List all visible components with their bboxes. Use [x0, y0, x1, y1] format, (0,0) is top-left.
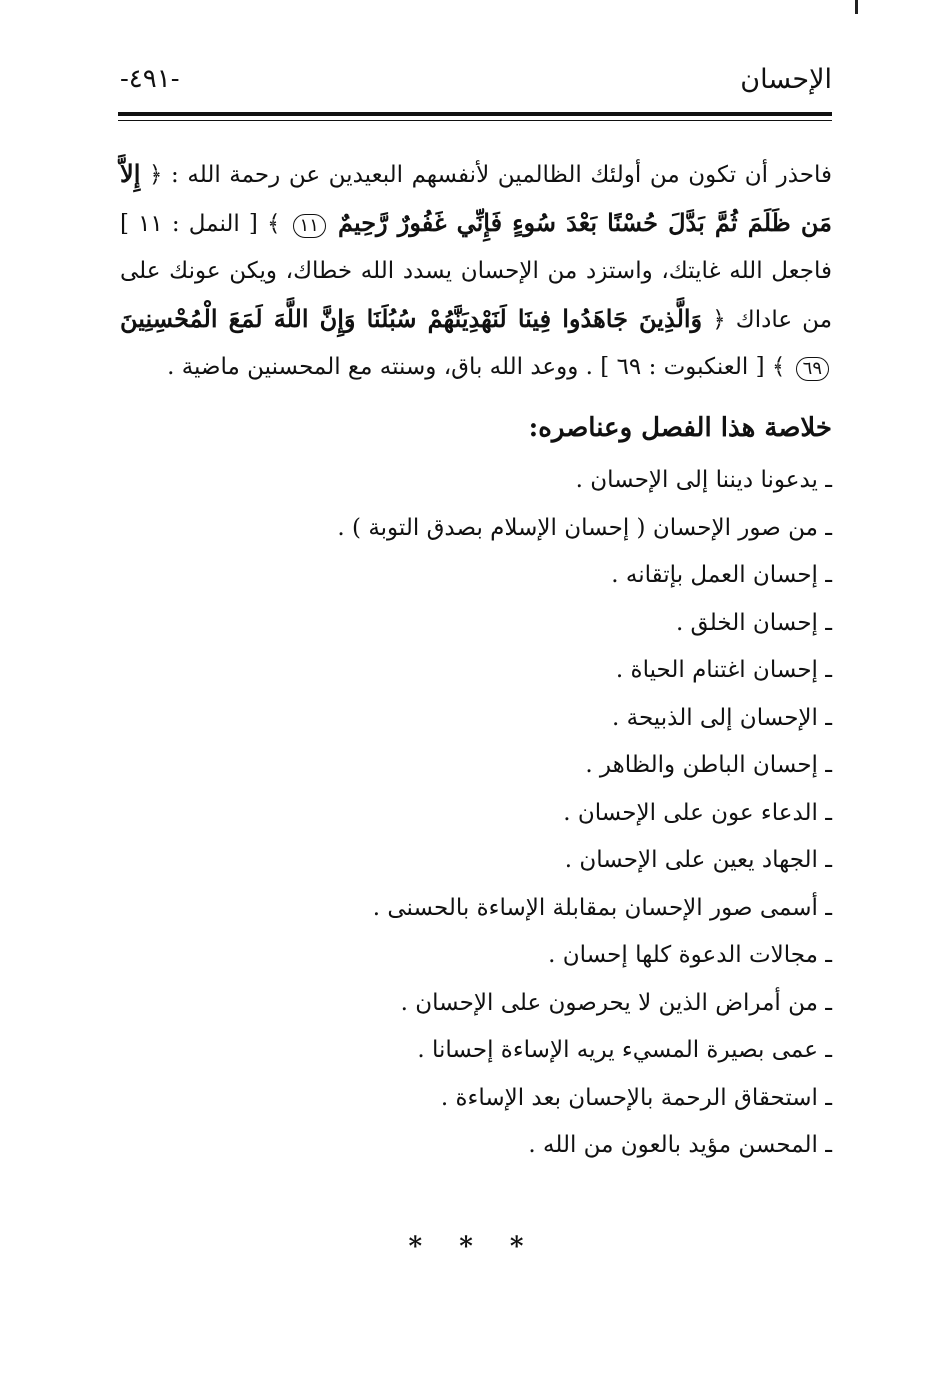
intro-text-2: فاجعل الله غايتك، واستزد من الإحسان يسدد الله خطاك، ويكن عونك على من عاداك [120, 258, 833, 333]
summary-point: ـ أسمى صور الإحسان بمقابلة الإساءة بالحسنى . [372, 894, 832, 921]
summary-points-list [120, 457, 832, 1170]
summary-point: ـ إحسان الباطن والظاهر . [585, 752, 832, 778]
verse-2-reference: [ العنكبوت : ٦٩ ] . [578, 354, 772, 380]
page-header [120, 62, 832, 102]
intro-text-3: ووعد الله باق، وسنته مع المحسنين ماضية . [167, 354, 579, 380]
summary-point: ـ من أمراض الذين لا يحرصون على الإحسان . [400, 989, 832, 1016]
running-title: الإحسان [740, 64, 832, 95]
summary-point: ـ يدعونا ديننا إلى الإحسان . [575, 467, 832, 493]
intro-text-1: فاحذر أن تكون من أولئك الظالمين لأنفسهم البعيدين عن رحمة الله : [162, 162, 832, 188]
summary-point: ـ المحسن مؤيد بالعون من الله . [528, 1132, 832, 1158]
summary-heading: خلاصة هذا الفصل وعناصره: [528, 413, 832, 443]
page-number: -٤٩١- [120, 64, 180, 94]
summary-point: ـ إحسان اغتنام الحياة . [615, 657, 832, 683]
summary-point: ـ استحقاق الرحمة بالإحسان بعد الإساءة . [440, 1084, 832, 1111]
quran-verse-2: وَالَّذِينَ جَاهَدُوا فِينَا لَنَهْدِيَنَّهُمْ سُبُلَنَا وَإِنَّ اللَّهَ لَمَعَ الْمُحْسِنِينَ [120, 304, 703, 333]
header-rule-thin [118, 120, 832, 121]
summary-point: ـ عمى بصيرة المسيء يريه الإساءة إحسانا . [417, 1037, 832, 1063]
summary-point: ـ إحسان العمل بإتقانه . [611, 562, 832, 588]
verse-1-close-bracket: ﴾ [266, 211, 290, 237]
verse-2-open-bracket: ﴿ [702, 307, 726, 333]
verse-2-close-bracket: ﴾ [771, 354, 793, 380]
summary-point: ـ إحسان الخلق . [675, 609, 832, 636]
verse-1-reference: [ النمل : ١١ ] [120, 211, 267, 237]
verse-1-open-bracket: ﴿ [140, 162, 163, 188]
ayah-number-2: ٦٩ [796, 357, 829, 381]
quran-verse-1: إِلاَّ مَن ظَلَمَ ثُمَّ بَدَّلَ حُسْنًا بَعْدَ سُوءٍ فَإِنِّي غَفُورٌ رَّحِيمٌ [120, 159, 833, 237]
summary-point: ـ مجالات الدعوة كلها إحسان . [548, 942, 832, 968]
section-separator-stars: * * * [408, 1232, 538, 1262]
ayah-number-1: ١١ [293, 214, 326, 238]
header-rule-thick [118, 112, 832, 116]
summary-point: ـ الدعاء عون على الإحسان . [563, 799, 832, 826]
page-body [120, 150, 832, 1170]
intro-paragraph [120, 150, 832, 391]
summary-point: ـ الإحسان إلى الذبيحة . [612, 704, 832, 731]
summary-point: ـ من صور الإحسان ( إحسان الإسلام بصدق التوبة ) . [337, 514, 832, 541]
summary-point: ـ الجهاد يعين على الإحسان . [564, 847, 832, 873]
scan-edge-mark [855, 0, 858, 14]
